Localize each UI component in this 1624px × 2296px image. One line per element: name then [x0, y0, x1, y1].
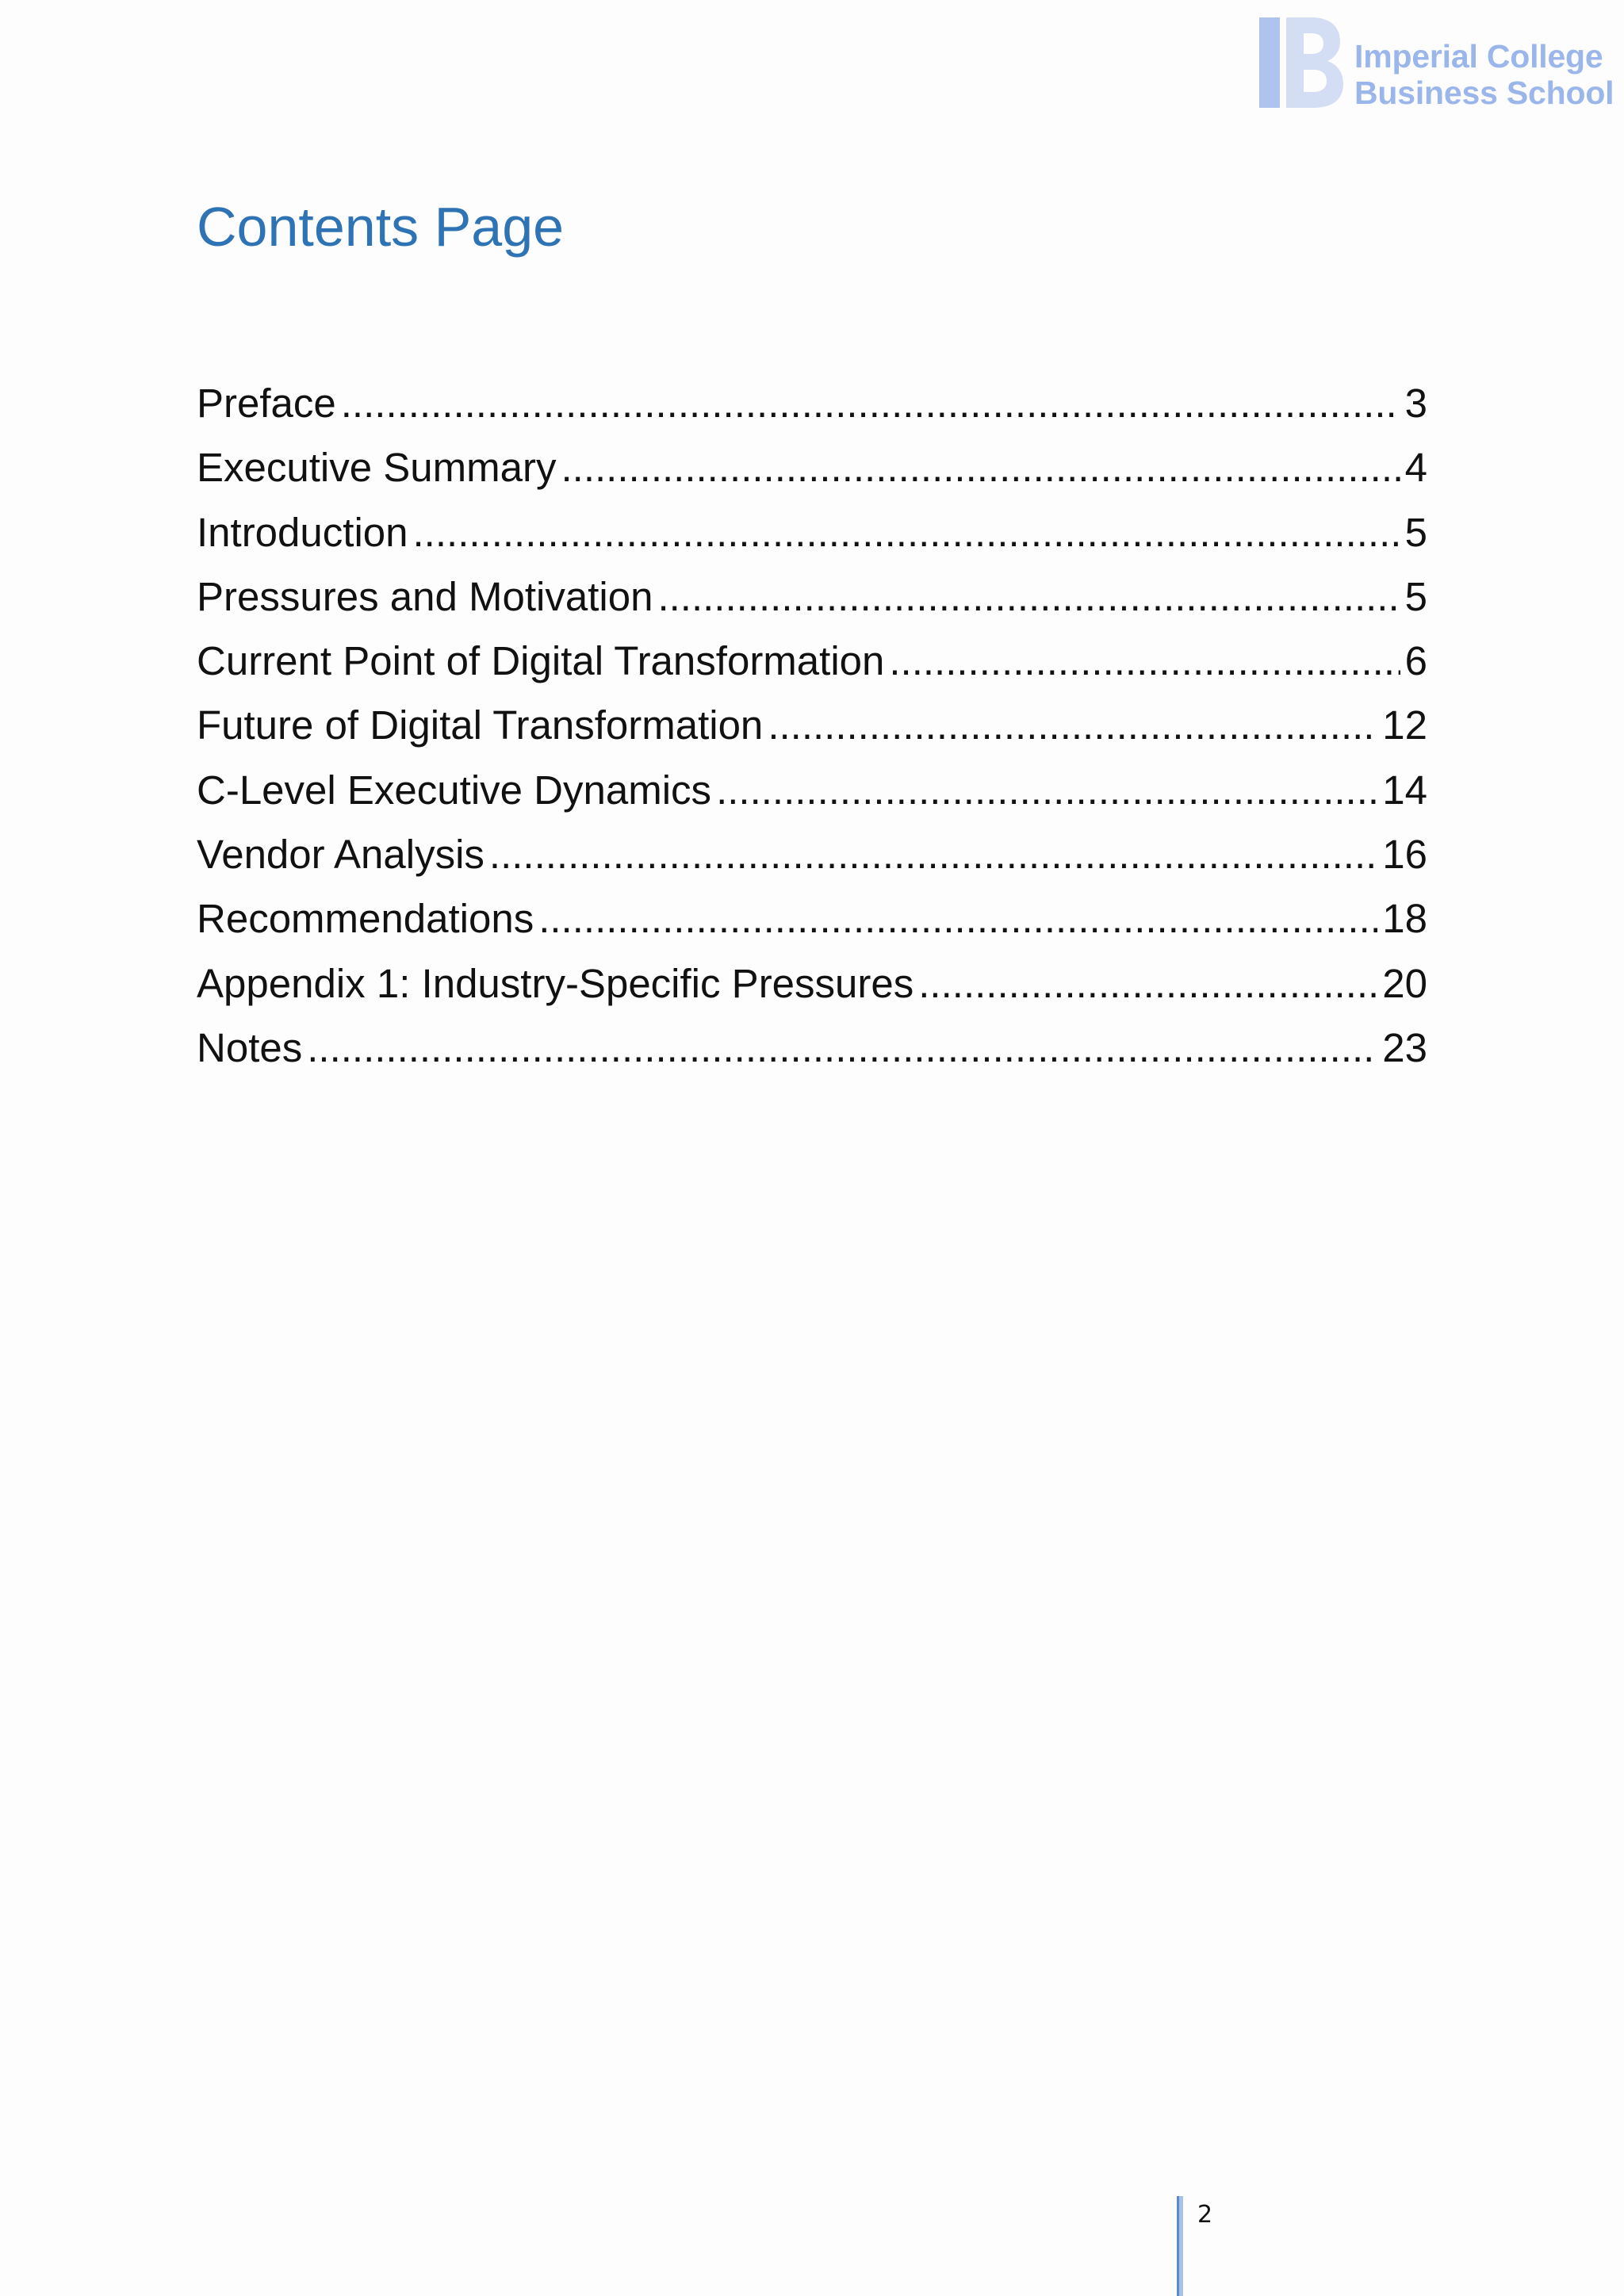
toc-entry-appendix-1[interactable]	[197, 951, 1427, 1016]
page-title: Contents Page	[197, 196, 565, 258]
toc-dot-leader	[561, 435, 1400, 499]
toc-entry-introduction[interactable]	[197, 500, 1427, 564]
toc-entry-page: 6	[1404, 638, 1427, 684]
toc-entry-current-point-of-digital-transformation[interactable]	[197, 629, 1427, 693]
logo-line-1: Imperial College	[1354, 38, 1603, 75]
toc-dot-leader	[341, 371, 1400, 435]
toc-entry-label: Recommendations	[197, 896, 534, 942]
toc-entry-label: Pressures and Motivation	[197, 573, 653, 619]
toc-entry-label: Notes	[197, 1024, 303, 1070]
logo-b-icon	[1259, 17, 1343, 108]
toc-entry-pressures-and-motivation[interactable]	[197, 564, 1427, 629]
logo-line-2: Business School	[1354, 75, 1614, 111]
toc-entry-label: Introduction	[197, 509, 408, 555]
toc-entry-c-level-executive-dynamics[interactable]	[197, 758, 1427, 822]
toc-entry-label: Current Point of Digital Transformation	[197, 638, 885, 684]
toc-entry-page: 23	[1382, 1024, 1427, 1070]
toc-dot-leader	[716, 758, 1377, 822]
toc-dot-leader	[918, 951, 1377, 1016]
toc-entry-label: Vendor Analysis	[197, 832, 485, 878]
footer-rule	[1177, 2196, 1183, 2296]
table-of-contents	[197, 371, 1427, 1080]
toc-entry-label: Preface	[197, 381, 336, 426]
toc-dot-leader	[489, 822, 1377, 886]
toc-dot-leader	[657, 564, 1400, 629]
page-number: 2	[1197, 2201, 1213, 2229]
toc-entry-page: 5	[1404, 573, 1427, 619]
toc-entry-label: Future of Digital Transformation	[197, 702, 764, 748]
toc-entry-page: 14	[1382, 767, 1427, 813]
imperial-college-business-school-logo	[1259, 17, 1616, 111]
toc-entry-page: 18	[1382, 896, 1427, 942]
toc-entry-label: Appendix 1: Industry-Specific Pressures	[197, 960, 914, 1006]
toc-entry-page: 20	[1382, 960, 1427, 1006]
toc-entry-executive-summary[interactable]	[197, 435, 1427, 499]
toc-entry-notes[interactable]	[197, 1016, 1427, 1080]
toc-entry-page: 4	[1404, 445, 1427, 491]
toc-entry-future-of-digital-transformation[interactable]	[197, 693, 1427, 757]
toc-entry-page: 5	[1404, 509, 1427, 555]
toc-dot-leader	[768, 693, 1377, 757]
toc-entry-page: 16	[1382, 832, 1427, 878]
toc-entry-page: 3	[1404, 381, 1427, 426]
toc-dot-leader	[413, 500, 1400, 564]
toc-entry-page: 12	[1382, 702, 1427, 748]
toc-entry-label: Executive Summary	[197, 445, 557, 491]
logo-wordmark	[1354, 38, 1614, 111]
toc-entry-vendor-analysis[interactable]	[197, 822, 1427, 886]
toc-dot-leader	[307, 1016, 1377, 1080]
toc-entry-label: C-Level Executive Dynamics	[197, 767, 712, 813]
toc-entry-preface[interactable]	[197, 371, 1427, 435]
toc-entry-recommendations[interactable]	[197, 886, 1427, 951]
toc-dot-leader	[538, 886, 1377, 951]
toc-dot-leader	[889, 629, 1400, 693]
